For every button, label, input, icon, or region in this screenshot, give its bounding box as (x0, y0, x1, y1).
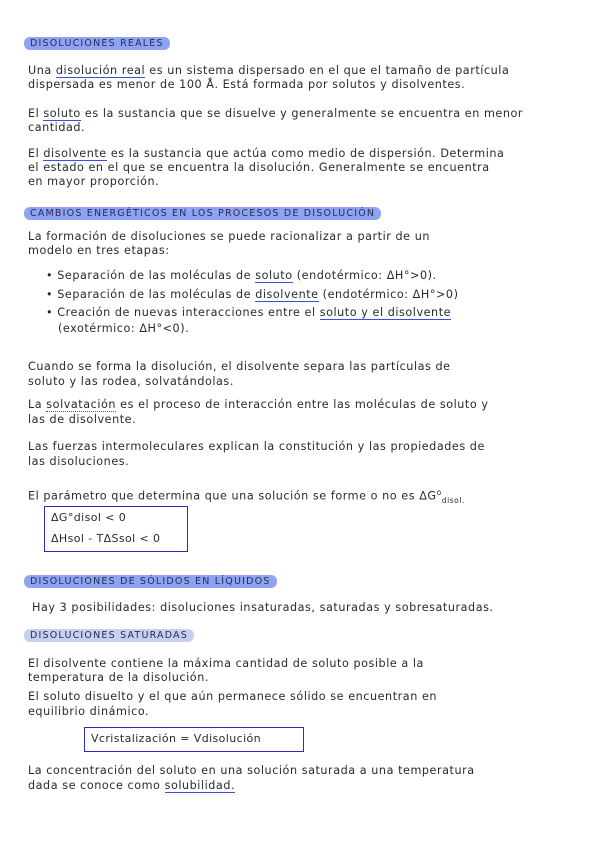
term-soluto-y-disolvente: soluto y el disolvente (319, 306, 452, 319)
paragraph-line (28, 486, 465, 508)
paragraph-line (28, 147, 504, 161)
paragraph-line: Hay 3 posibilidades: disoluciones insaturadas, saturadas y sobresaturadas. (32, 601, 494, 614)
paragraph-line (28, 64, 509, 78)
formula-line: ΔHsol - TΔSsol < 0 (51, 532, 161, 545)
heading-disoluciones-saturadas: DISOLUCIONES SATURADAS (24, 629, 194, 642)
paragraph-line: las de disolvente. (28, 413, 137, 426)
heading-disoluciones-reales: DISOLUCIONES REALES (24, 37, 170, 50)
term-solubilidad: solubilidad. (164, 779, 236, 792)
paragraph-line (28, 107, 523, 121)
paragraph-line: temperatura de la disolución. (28, 671, 209, 684)
term-disolvente: disolvente (43, 147, 107, 160)
text: • Separación de las moléculas de (46, 288, 256, 301)
paragraph-line (28, 398, 489, 412)
heading-solidos-en-liquidos: DISOLUCIONES DE SÓLIDOS EN LÍQUIDOS (24, 575, 277, 588)
text: dada se conoce como (28, 779, 165, 792)
text: El parámetro que determina que una solución se forme o no es ΔG (28, 489, 437, 503)
subscript: disol. (441, 495, 465, 505)
paragraph-line: el estado en el que se encuentra la disolución. Generalmente se encuentra (28, 161, 490, 174)
paragraph-line: La concentración del soluto en una solución saturada a una temperatura (28, 764, 475, 777)
term-disolucion-real: disolución real (55, 64, 146, 77)
text: es un sistema dispersado en el que el tamaño de partícula (145, 64, 510, 77)
text: es el proceso de interacción entre las moléculas de soluto y (116, 398, 489, 411)
superscript: o (436, 488, 442, 497)
bullet-item (46, 269, 437, 283)
text: • Creación de nuevas interacciones entre el (46, 306, 320, 319)
formula-box-gibbs (44, 506, 188, 552)
text: es la sustancia que actúa como medio de dispersión. Determina (106, 147, 505, 160)
paragraph-line: en mayor proporción. (28, 175, 160, 188)
paragraph-line: Cuando se forma la disolución, el disolvente separa las partículas de (28, 360, 451, 373)
text: • Separación de las moléculas de (46, 269, 256, 282)
bullet-item (46, 306, 451, 320)
text: La (28, 398, 47, 411)
formula-box-equilibrio (84, 727, 304, 752)
formula-line: Vcristalización = Vdisolución (91, 732, 262, 745)
paragraph-line: cantidad. (28, 121, 86, 134)
paragraph-line: equilibrio dinámico. (28, 705, 150, 718)
paragraph-line: modelo en tres etapas: (28, 244, 170, 257)
formula-line: ΔG°disol < 0 (51, 511, 127, 524)
paragraph-line (28, 779, 235, 793)
text: es la sustancia que se disuelve y generalmente se encuentra en menor (80, 107, 524, 120)
paragraph-line: dispersada es menor de 100 Å. Está formada por solutos y disolventes. (28, 78, 466, 91)
term-solvatacion: solvatación (46, 398, 117, 411)
paragraph-line: El soluto disuelto y el que aún permanece sólido se encuentran en (28, 690, 438, 703)
paragraph-line: El disolvente contiene la máxima cantidad de soluto posible a la (28, 657, 424, 670)
text: El (28, 107, 44, 120)
term-disolvente: disolvente (255, 288, 319, 301)
term-soluto: soluto (255, 269, 293, 282)
heading-cambios-energeticos: CAMBIOS ENERGÉTICOS EN LOS PROCESOS DE DISOLUCIÓN (24, 207, 381, 220)
text: El (28, 147, 44, 160)
paragraph-line: soluto y las rodea, solvatándolas. (28, 375, 234, 388)
paragraph-line: las disoluciones. (28, 455, 130, 468)
bullet-continuation: (exotérmico: ΔH°<0). (58, 322, 190, 335)
bullet-item (46, 288, 458, 302)
text: (endotérmico: ΔH°>0). (292, 269, 437, 282)
paragraph-line: La formación de disoluciones se puede racionalizar a partir de un (28, 230, 430, 243)
text: Una (28, 64, 56, 77)
paragraph-line: Las fuerzas intermoleculares explican la constitución y las propiedades de (28, 440, 485, 453)
term-soluto: soluto (43, 107, 81, 120)
text: (endotérmico: ΔH°>0) (318, 288, 459, 301)
